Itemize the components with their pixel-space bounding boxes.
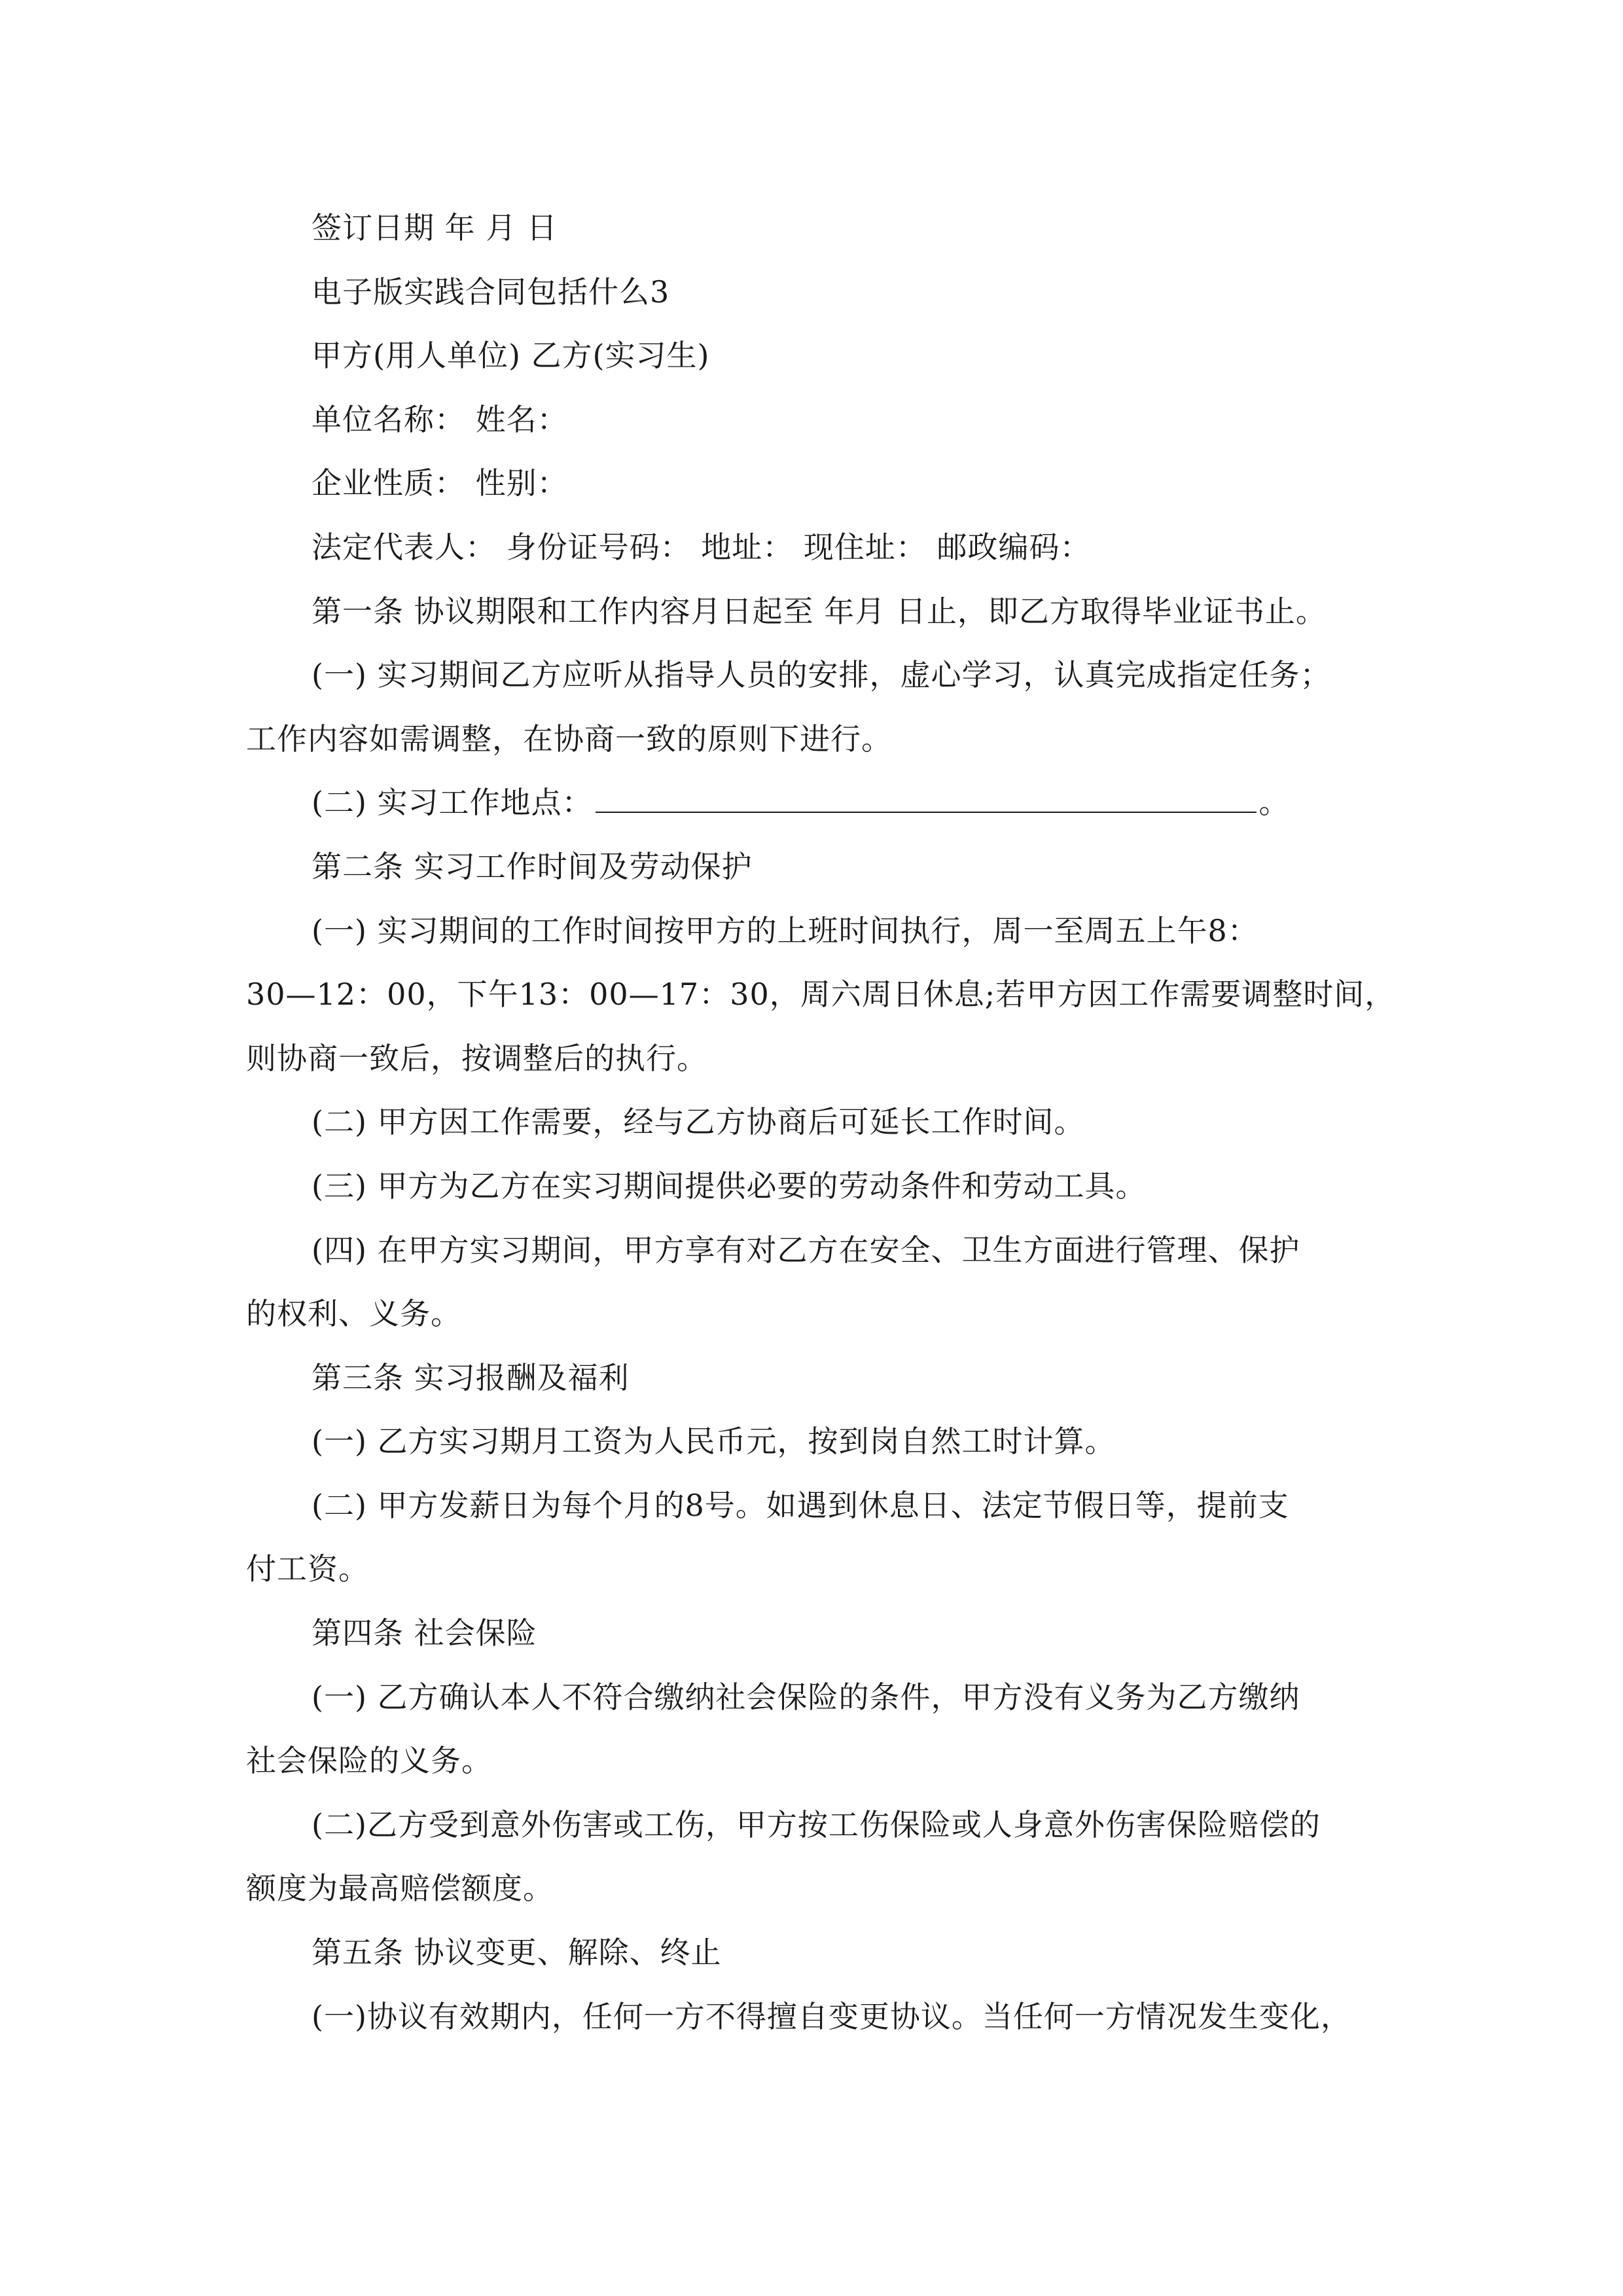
article-3-clause-2: (二) 甲方发薪日为每个月的8号。如遇到休息日、法定节假日等，提前支 bbox=[312, 1487, 1289, 1523]
article-5-clause-1: (一)协议有效期内，任何一方不得擅自变更协议。当任何一方情况发生变化， bbox=[312, 1998, 1351, 2034]
article-4-clause-1-cont: 社会保险的义务。 bbox=[246, 1743, 492, 1779]
article-3-heading: 第三条 实习报酬及福利 bbox=[312, 1359, 630, 1395]
article-1-clause-2 bbox=[246, 771, 1398, 835]
article-2-clause-2: (二) 甲方因工作需要，经与乙方协商后可延长工作时间。 bbox=[312, 1104, 1085, 1140]
article-2-clause-4: (四) 在甲方实习期间，甲方享有对乙方在安全、卫生方面进行管理、保护 bbox=[312, 1232, 1300, 1268]
article-2-clause-1-cont-1: 30—12：00，下午13：00—17：30，周六周日休息;若甲方因工作需要调整时间， bbox=[246, 977, 1396, 1013]
workplace-end: 。 bbox=[1258, 785, 1290, 821]
article-2-clause-1-cont-2: 则协商一致后，按调整后的执行。 bbox=[246, 1040, 707, 1076]
article-3-clause-1: (一) 乙方实习期月工资为人民币元，按到岗自然工时计算。 bbox=[312, 1424, 1116, 1460]
workplace-blank bbox=[596, 781, 1257, 813]
article-2-clause-3: (三) 甲方为乙方在实习期间提供必要的劳动条件和劳动工具。 bbox=[312, 1168, 1147, 1204]
article-1-clause-1-cont: 工作内容如需调整，在协商一致的原则下进行。 bbox=[246, 721, 892, 757]
article-4-clause-1: (一) 乙方确认本人不符合缴纳社会保险的条件，甲方没有义务为乙方缴纳 bbox=[312, 1679, 1300, 1715]
legal-rep-line: 法定代表人： 身份证号码： 地址： 现住址： 邮政编码： bbox=[312, 529, 1091, 565]
company-type-line: 企业性质： 性别： bbox=[312, 465, 568, 501]
article-2-clause-4-cont: 的权利、义务。 bbox=[246, 1296, 461, 1332]
article-2-heading: 第二条 实习工作时间及劳动保护 bbox=[312, 848, 753, 884]
article-5-heading: 第五条 协议变更、解除、终止 bbox=[312, 1935, 722, 1971]
document-heading: 电子版实践合同包括什么3 bbox=[312, 274, 670, 310]
article-4-heading: 第四条 社会保险 bbox=[312, 1615, 537, 1651]
parties-line: 甲方(用人单位) 乙方(实习生) bbox=[312, 338, 710, 374]
article-3-clause-2-cont: 付工资。 bbox=[246, 1551, 369, 1587]
workplace-label: (二) 实习工作地点： bbox=[312, 785, 593, 821]
article-1-heading: 第一条 协议期限和工作内容月日起至 年月 日止，即乙方取得毕业证书止。 bbox=[312, 593, 1327, 629]
article-2-clause-1: (一) 实习期间的工作时间按甲方的上班时间执行，周一至周五上午8： bbox=[312, 912, 1258, 948]
article-4-clause-2-cont: 额度为最高赔偿额度。 bbox=[246, 1871, 554, 1907]
document-body bbox=[246, 196, 1398, 2049]
article-1-clause-1: (一) 实习期间乙方应听从指导人员的安排，虚心学习，认真完成指定任务； bbox=[312, 657, 1331, 693]
company-name-line: 单位名称： 姓名： bbox=[312, 401, 568, 437]
article-4-clause-2: (二)乙方受到意外伤害或工伤，甲方按工伤保险或人身意外伤害保险赔偿的 bbox=[312, 1806, 1321, 1842]
signing-date-line: 签订日期 年 月 日 bbox=[312, 210, 558, 245]
